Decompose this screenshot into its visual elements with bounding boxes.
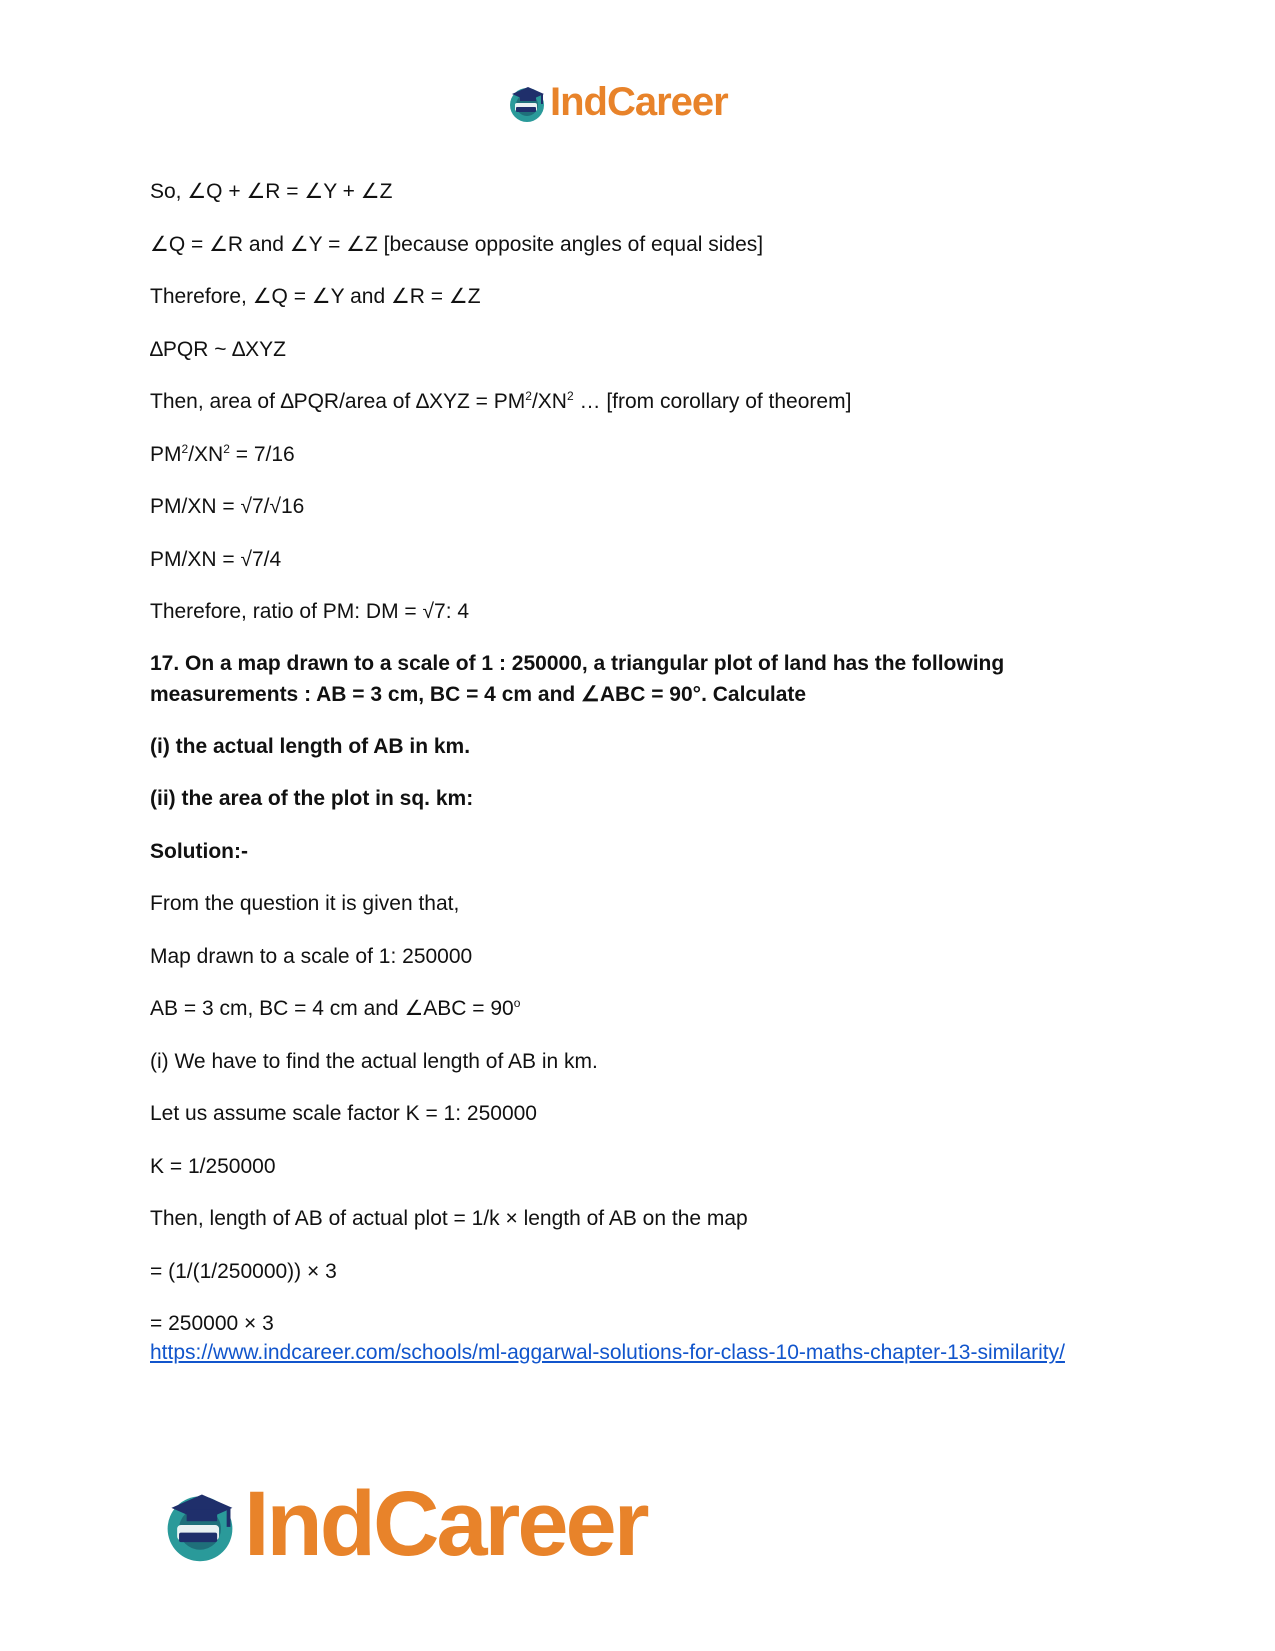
text-line: (i) We have to find the actual length of AB in km. <box>150 1050 598 1073</box>
indcareer-logo-footer <box>160 1472 647 1577</box>
solution-heading: Solution:- <box>150 840 248 863</box>
indcareer-logo-header <box>506 80 728 125</box>
text-line: K = 1/250000 <box>150 1155 276 1178</box>
logo-wordmark: IndCareer <box>550 80 728 124</box>
text-line: = (1/(1/250000)) × 3 <box>150 1260 337 1283</box>
text-line: So, ∠Q + ∠R = ∠Y + ∠Z <box>150 180 393 203</box>
text-line: Let us assume scale factor K = 1: 250000 <box>150 1102 537 1125</box>
text-line: PM/XN = √7/√16 <box>150 495 305 518</box>
graduation-cap-globe-icon <box>506 82 548 124</box>
text-line-given-measurements: AB = 3 cm, BC = 4 cm and ∠ABC = $90^o$ <box>150 996 521 1020</box>
graduation-cap-globe-icon <box>160 1485 240 1565</box>
text-line: ∆PQR ~ ∆XYZ <box>150 338 286 361</box>
source-url-link[interactable]: https://www.indcareer.com/schools/ml-aggarwal-solutions-for-class-10-maths-chapter-13-similarity/ <box>150 1341 1065 1364</box>
text-line: Therefore, ratio of PM: DM = √7: 4 <box>150 600 470 623</box>
question-17: 17. On a map drawn to a scale of 1 : 250000, a triangular plot of land has the following measurements : AB = 3 cm, BC = 4 cm and ∠ABC = 90°. Calculate <box>150 652 1005 706</box>
logo-wordmark: IndCareer <box>244 1473 647 1575</box>
text-line: From the question it is given that, <box>150 892 460 915</box>
text-line-squared-ratio: $PM^2/XN^2 = 7/16$ <box>150 442 295 466</box>
text-line: = 250000 × 3 <box>150 1312 274 1335</box>
text-line: PM/XN = √7/4 <box>150 548 282 571</box>
text-line: Then, length of AB of actual plot = 1/k × length of AB on the map <box>150 1207 748 1230</box>
text-line: Map drawn to a scale of 1: 250000 <box>150 945 473 968</box>
question-17-part-ii: (ii) the area of the plot in sq. km: <box>150 787 474 810</box>
question-17-part-i: (i) the actual length of AB in km. <box>150 735 471 758</box>
text-line: ∠Q = ∠R and ∠Y = ∠Z [because opposite angles of equal sides] <box>150 233 764 256</box>
text-line-area-ratio: Then, area of ∆PQR/area of $\Delta XYZ = PM^2/XN^2$ … [from corollary of theorem] <box>150 389 852 413</box>
text-line: Therefore, ∠Q = ∠Y and ∠R = ∠Z <box>150 285 481 308</box>
